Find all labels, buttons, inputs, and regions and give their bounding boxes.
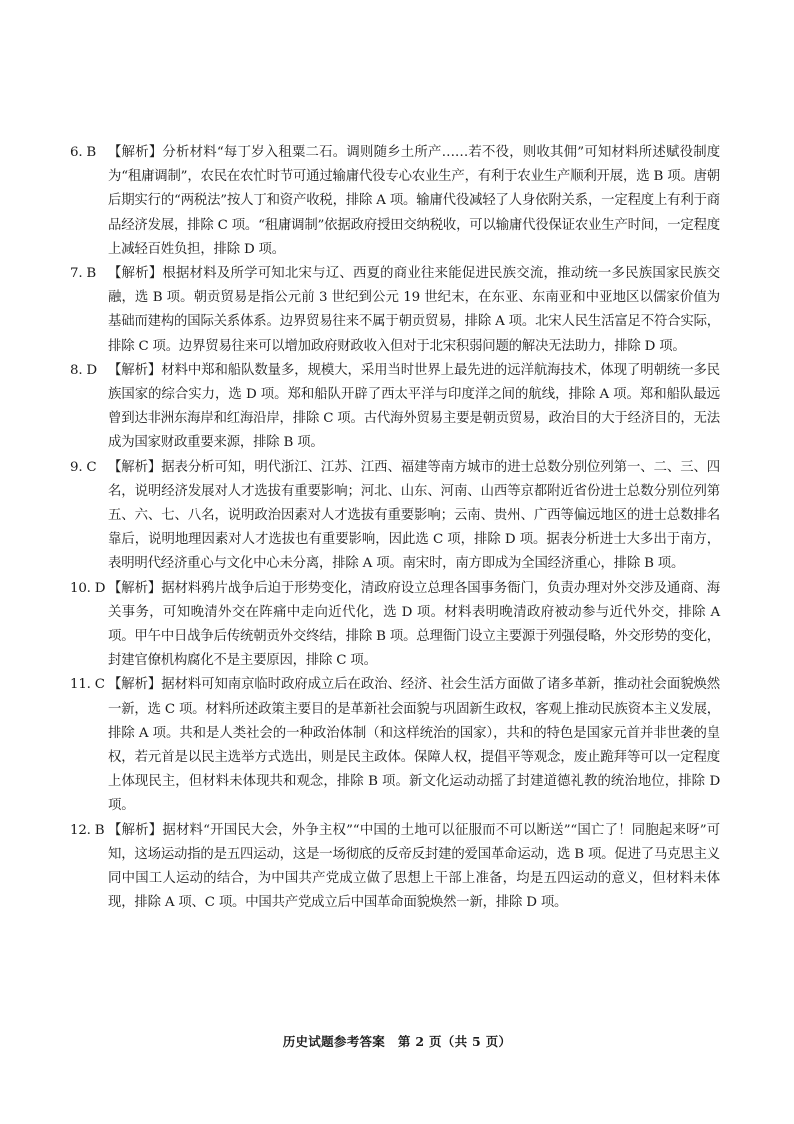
answer-explanation: 【解析】据表分析可知，明代浙江、江苏、江西、福建等南方城市的进士总数分别位列第一、二、三、四名，说明经济发展对人才选拔有重要影响；河北、山东、河南、山西等京都附近省份进士总数分别位列第五、六、七、八名，说明政治因素对人才选拔有重要影响；云南、贵州、广西等偏远地区的进士总数排名靠后，说明地理因素对人才选拔也有重要影响，因此选 C 项，排除 D 项。据表分析进士大多出于南方，表明明代经济重心与文化中心未分离，排除 A 项。南宋时，南方即成为全国经济重心，排除 B 项。 [108, 459, 720, 572]
answer-item-11 [70, 673, 720, 818]
answer-explanation: 【解析】分析材料“每丁岁入租粟二石。调则随乡土所产……若不役，则收其佣”可知材料所述赋役制度为“租庸调制”，农民在农忙时节可通过输庸代役专心农业生产，有利于农业生产顺利开展，选 B 项。唐朝后期实行的“两税法”按人丁和资产收税，排除 A 项。输庸代役减轻了人身依附关系，一定程度上有利于商品经济发展，排除 C 项。“租庸调制”依据政府授田交纳税收，可以输庸代役保证农业生产时间，一定程度上减轻百姓负担，排除 D 项。 [108, 145, 720, 257]
answer-explanation: 【解析】根据材料及所学可知北宋与辽、西夏的商业往来能促进民族交流，推动统一多民族国家民族交融，选 B 项。朝贡贸易是指公元前 3 世纪到公元 19 世纪末，在东亚、东南亚和中亚地区以儒家价值为基础而建构的国际关系体系。边界贸易往来不属于朝贡贸易，排除 A 项。北宋人民生活富足不符合实际，排除 C 项。边界贸易往来可以增加政府财政收入但对于北宋积弱问题的解决无法助力，排除 D 项。 [108, 266, 720, 354]
question-number: 9. C [70, 459, 97, 475]
answer-item-7 [70, 262, 720, 359]
question-number: 6. B [70, 145, 97, 160]
question-number: 7. B [70, 266, 97, 282]
answer-item-12 [70, 819, 720, 916]
question-number: 8. D [70, 362, 97, 378]
answer-explanation: 【解析】材料中郑和船队数量多，规模大，采用当时世界上最先进的远洋航海技术，体现了明朝统一多民族国家的综合实力，选 D 项。郑和船队开辟了西太平洋与印度洋之间的航线，排除 A 项。郑和船队最远曾到达非洲东海岸和红海沿岸，排除 C 项。古代海外贸易主要是朝贡贸易，政治目的大于经济目的，无法成为国家财政重要来源，排除 B 项。 [108, 362, 720, 451]
answer-item-8 [70, 359, 720, 456]
question-number: 11. C [70, 677, 105, 693]
answer-item-10 [70, 577, 720, 674]
answer-explanation: 【解析】据材料“开国民大会，外争主权”“中国的土地可以征服而不可以断送”“国亡了！同胞起来呀”可知，这场运动指的是五四运动，这是一场彻底的反帝反封建的爱国革命运动，选 B 项。促进了马克思主义同中国工人运动的结合，为中国共产党成立做了思想上干部上准备，均是五四运动的意义，但材料未体现，排除 A 项、C 项。中国共产党成立后中国革命面貌焕然一新，排除 D 项。 [108, 822, 720, 911]
question-number: 10. D [70, 580, 106, 596]
question-number: 12. B [70, 822, 105, 838]
answer-explanation: 【解析】据材料可知南京临时政府成立后在政治、经济、社会生活方面做了诸多革新，推动社会面貌焕然一新，选 C 项。材料所述政策主要目的是革新社会面貌与巩固新生政权，客观上推动民族资本主义发展，排除 A 项。共和是人类社会的一种政治体制（和这样统治的国家），共和的特色是国家元首并非世袭的皇权，若元首是以民主选举方式选出，则是民主政体。保障人权，提倡平等观念，废止跪拜等可以一定程度上体现民主，但材料未体现共和观念，排除 B 项。新文化运动动摇了封建道德礼教的统治地位，排除 D 项。 [108, 677, 720, 814]
answer-explanation: 【解析】据材料鸦片战争后迫于形势变化，清政府设立总理各国事务衙门，负责办理对外交涉及通商、海关事务，可知晚清外交在阵痛中走向近代化，选 D 项。材料表明晚清政府被动参与近代外交，排除 A 项。甲午中日战争后传统朝贡外交终结，排除 B 项。总理衙门设立主要源于列强侵略，外交形势的变化，封建官僚机构腐化不是主要原因，排除 C 项。 [108, 580, 720, 669]
answer-list [70, 141, 720, 916]
page-footer: 历史试题参考答案 第 2 页（共 5 页） [282, 1034, 512, 1049]
answer-item-9 [70, 456, 720, 577]
answer-item-6 [70, 141, 720, 262]
